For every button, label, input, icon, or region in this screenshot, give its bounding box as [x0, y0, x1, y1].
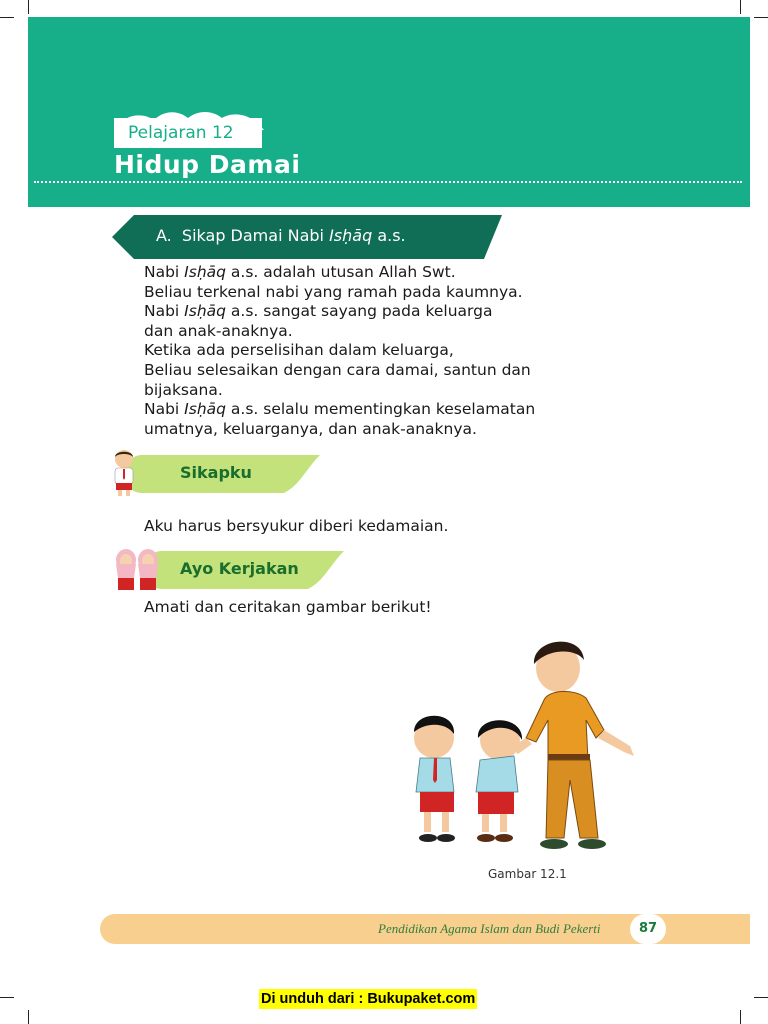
ayo-kerjakan-label: Ayo Kerjakan: [180, 559, 299, 578]
paragraph-line: Nabi Isḥāq a.s. sangat sayang pada keluarga: [144, 302, 493, 321]
section-heading-text: Sikap Damai Nabi: [181, 226, 324, 245]
figure-caption: Gambar 12.1: [488, 867, 567, 881]
page-number: 87: [630, 914, 666, 944]
paragraph-line: Nabi Isḥāq a.s. adalah utusan Allah Swt.: [144, 263, 456, 281]
crop-mark: [0, 997, 14, 998]
paragraph-line: dan anak-anaknya.: [144, 321, 293, 340]
paragraph-line: umatnya, keluarganya, dan anak-anaknya.: [144, 419, 477, 438]
ayo-kerjakan-text: Amati dan ceritakan gambar berikut!: [144, 598, 432, 616]
section-heading-name: Isḥāq: [329, 226, 373, 245]
girl-students-icon: [112, 546, 162, 594]
crop-mark: [28, 1010, 29, 1024]
lesson-number-label: Pelajaran 12: [114, 118, 262, 148]
body-paragraph: [144, 263, 614, 439]
sikapku-label: Sikapku: [180, 463, 252, 482]
crop-mark: [0, 17, 14, 18]
lesson-title: Hidup Damai: [114, 150, 301, 179]
section-heading-suffix: a.s.: [377, 226, 406, 245]
paragraph-line: bijaksana.: [144, 380, 223, 399]
paragraph-line: Ketika ada perselisihan dalam keluarga,: [144, 341, 454, 360]
crop-mark: [754, 17, 768, 18]
header-scallop-edge: [28, 196, 750, 210]
crop-mark: [740, 1010, 741, 1024]
header-dotted-line: [34, 181, 742, 183]
paragraph-line: Beliau selesaikan dengan cara damai, santun dan: [144, 360, 531, 379]
section-heading: [156, 225, 406, 247]
boy-student-icon: [108, 448, 140, 498]
download-source-notice: Di unduh dari : Bukupaket.com: [261, 991, 476, 1007]
crop-mark: [754, 997, 768, 998]
illustration-children-greeting-teacher: [398, 620, 660, 862]
section-prefix: A.: [156, 226, 172, 245]
crop-mark: [28, 0, 29, 14]
paragraph-line: Nabi Isḥāq a.s. selalu mementingkan keselamatan: [144, 400, 536, 419]
sikapku-text: Aku harus bersyukur diberi kedamaian.: [144, 517, 449, 535]
footer-book-title: Pendidikan Agama Islam dan Budi Pekerti: [378, 921, 601, 936]
paragraph-line: Beliau terkenal nabi yang ramah pada kaumnya.: [144, 282, 523, 301]
crop-mark: [740, 0, 741, 14]
